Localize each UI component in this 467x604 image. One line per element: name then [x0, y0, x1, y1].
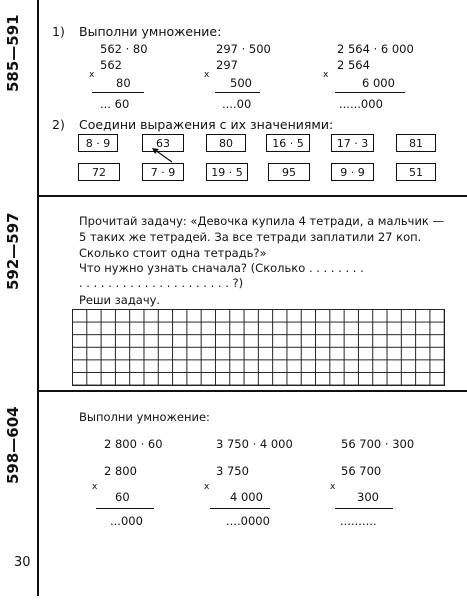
times-sign-5: x	[204, 482, 210, 492]
task4-title: Выполни умножение:	[79, 410, 210, 424]
task4-bottom-3: 300	[357, 490, 379, 504]
task1-expr-3: 2 564 · 6 000	[337, 42, 414, 56]
value-box-95[interactable]: 95	[268, 163, 310, 181]
task1-answer-2: ....00	[222, 97, 252, 111]
task1-top-2: 297	[216, 58, 238, 72]
times-sign-4: x	[92, 482, 98, 492]
task3-solve: Реши задачу.	[79, 293, 161, 307]
expr-box-7x9[interactable]: 7 · 9	[142, 163, 184, 181]
section-range-1: 585—591	[4, 14, 22, 92]
task1-title: Выполни умножение:	[79, 24, 222, 39]
task1-expr-1: 562 · 80	[100, 42, 148, 56]
times-sign-6: x	[330, 482, 336, 492]
task1-answer-1: ... 60	[100, 97, 130, 111]
task1-answer-3: ......000	[339, 97, 383, 111]
task3-line-2: 5 таких же тетрадей. За все тетради заплатили 27 коп.	[79, 230, 422, 244]
value-box-80[interactable]: 80	[206, 134, 246, 152]
task4-expr-2: 3 750 · 4 000	[216, 437, 293, 451]
task4-expr-3: 56 700 · 300	[341, 437, 415, 451]
task4-line-3	[335, 508, 393, 509]
task4-top-2: 3 750	[216, 464, 249, 478]
task4-bottom-2: 4 000	[230, 490, 263, 504]
task3-question: Что нужно узнать сначала? (Сколько . . . . . . . .	[79, 261, 364, 275]
times-sign-3: x	[323, 70, 329, 80]
task1-bottom-3: 6 000	[362, 76, 395, 90]
value-box-81[interactable]: 81	[396, 134, 436, 152]
task1-number: 1)	[52, 24, 65, 39]
value-box-63[interactable]: 63	[142, 134, 184, 152]
times-sign-1: x	[89, 70, 95, 80]
task1-top-3: 2 564	[337, 58, 370, 72]
task2-number: 2)	[52, 117, 65, 132]
task4-expr-1: 2 800 · 60	[104, 437, 163, 451]
task4-answer-3: ..........	[340, 514, 377, 528]
task1-top-1: 562	[100, 58, 122, 72]
section-range-3: 598—604	[4, 406, 22, 484]
task1-bottom-2: 500	[230, 76, 252, 90]
task2-title: Соедини выражения с их значениями:	[79, 117, 334, 132]
expr-box-19x5[interactable]: 19 · 5	[206, 163, 248, 181]
task4-answer-1: ...000	[110, 514, 143, 528]
task4-bottom-1: 60	[115, 490, 130, 504]
times-sign-2: x	[204, 70, 210, 80]
task4-top-3: 56 700	[341, 464, 382, 478]
task4-line-2	[210, 508, 270, 509]
page-number: 30	[14, 555, 31, 570]
expr-box-8x9[interactable]: 8 · 9	[78, 134, 118, 152]
value-box-72[interactable]: 72	[78, 163, 120, 181]
task1-expr-2: 297 · 500	[216, 42, 271, 56]
task1-bottom-1: 80	[116, 76, 131, 90]
value-box-51[interactable]: 51	[396, 163, 436, 181]
task4-line-1	[96, 508, 154, 509]
section-range-2: 592—597	[4, 212, 22, 290]
expr-box-16x5[interactable]: 16 · 5	[266, 134, 310, 152]
answer-grid[interactable]	[72, 309, 445, 386]
task3-line-3: Сколько стоит одна тетрадь?»	[79, 246, 267, 260]
task3-question-cont: . . . . . . . . . . . . . . . . . . . . . ?)	[79, 276, 244, 290]
task4-top-1: 2 800	[104, 464, 137, 478]
task3-line-1: Прочитай задачу: «Девочка купила 4 тетради, а мальчик —	[79, 214, 445, 228]
task4-answer-2: ....0000	[226, 514, 270, 528]
expr-box-9x9[interactable]: 9 · 9	[331, 163, 374, 181]
expr-box-17x3[interactable]: 17 · 3	[331, 134, 374, 152]
